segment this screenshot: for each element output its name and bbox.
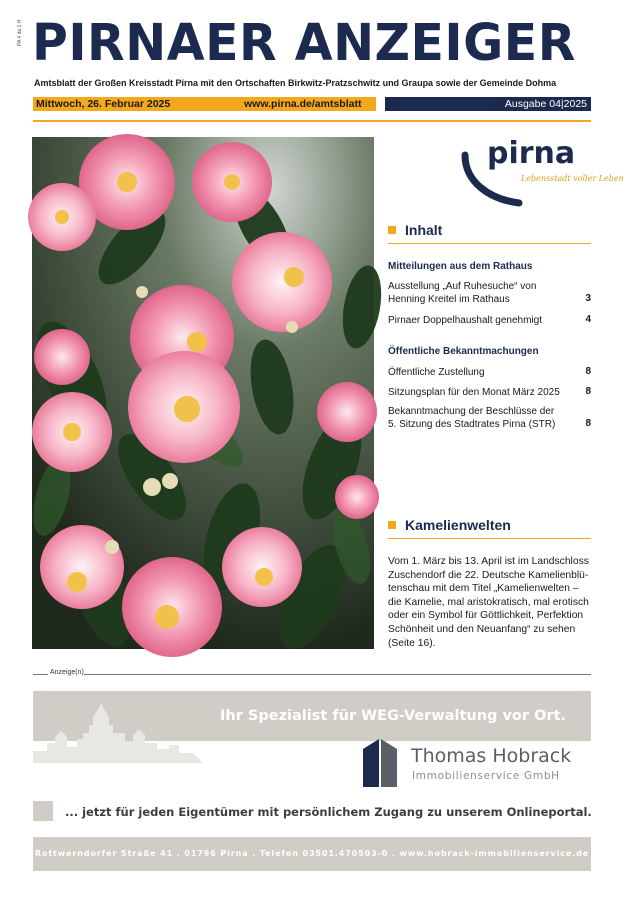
toc-item-continued[interactable]: 5. Sitzung des Stadtrates Pirna (STR) [388,419,556,430]
camellia-photo [32,137,374,649]
toc-page-number: 8 [585,386,591,397]
pirna-logo [459,136,624,212]
ad-label-rule-left [33,674,48,675]
toc-item-continued[interactable]: Henning Kreitel im Rathaus [388,294,510,305]
article-line: Vom 1. März bis 13. April ist im Landschloss [388,556,589,567]
article-line: Schönheit und den Neuanfang“ zu sehen [388,623,576,635]
toc-page-number: 8 [585,418,591,429]
kamelienwelten-heading: Kamelienwelten [405,517,511,533]
ad-square [33,801,53,821]
inhalt-heading: Inhalt [405,222,443,238]
article-line: (Seite 16). [388,637,436,649]
header-divider [33,120,591,122]
pirna-logo-mark [459,136,624,212]
city-skyline-icon [33,703,203,763]
camellia-image [32,137,374,649]
ad-headline: Ihr Spezialist für WEG-Verwaltung vor Ort. [220,708,567,724]
toc-item[interactable]: Pirnaer Doppelhaushalt genehmigt [388,315,542,326]
ad-company-name: Thomas Hobrack [411,745,572,767]
toc-group-title: Mitteilungen aus dem Rathaus [388,261,533,272]
toc-page-number: 8 [585,366,591,377]
kamelienwelten-bullet [388,521,396,529]
masthead-title: PIRNAER ANZEIGER [32,14,576,73]
inhalt-rule [388,243,591,244]
ad-company-subtitle: Immobilienservice GmbH [412,770,560,782]
svg-text:pirna: pirna [487,136,576,171]
issue-date: Mittwoch, 26. Februar 2025 [36,98,171,110]
article-line: die Kamelie, mal aristokratisch, mal erotisch [388,596,589,608]
inhalt-bullet [388,226,396,234]
ad-tagline: ... jetzt für jeden Eigentümer mit persönlichem Zugang zu unserem Onlineportal. [65,805,592,819]
article-line: Zuschendorf die 22. Deutsche Kamelienblü- [388,569,589,581]
ad-label: Anzeige(n) [50,669,84,676]
masthead-subtitle: Amtsblatt der Großen Kreisstadt Pirna mit den Ortschaften Birkwitz-Pratzschwitz und Graupa sowie der Gemeinde Dohma [34,78,557,88]
svg-text:Lebensstadt voller Leben: Lebensstadt voller Leben [521,174,624,183]
toc-item[interactable]: Öffentliche Zustellung [388,367,485,378]
article-line: tenschau mit dem Titel „Kamelienwelten – [388,583,579,595]
website-link[interactable]: www.pirna.de/amtsblatt [244,98,362,110]
toc-page-number: 3 [585,293,591,304]
kamelienwelten-article [388,555,591,650]
kamelienwelten-rule [388,538,591,539]
publication-code: PA 4 da 1 H [17,19,23,46]
toc-item[interactable]: Ausstellung „Auf Ruhesuche“ von [388,281,537,292]
toc-group-title: Öffentliche Bekanntmachungen [388,346,539,357]
ad-contact-line: Rottwerndorfer Straße 41 . 01796 Pirna . Telefon 03501.470503-0 . www.hobrack-immobilienservice.de [34,849,590,858]
ad-label-rule-right [84,674,591,675]
toc-page-number: 4 [585,314,591,325]
toc-item[interactable]: Bekanntmachung der Beschlüsse der [388,406,555,417]
issue-number: Ausgabe 04|2025 [504,98,587,110]
toc-item[interactable]: Sitzungsplan für den Monat März 2025 [388,387,560,398]
article-line: oder ein Symbol für Göttlichkeit, Perfektion [388,610,584,622]
building-logo-icon [363,739,403,787]
